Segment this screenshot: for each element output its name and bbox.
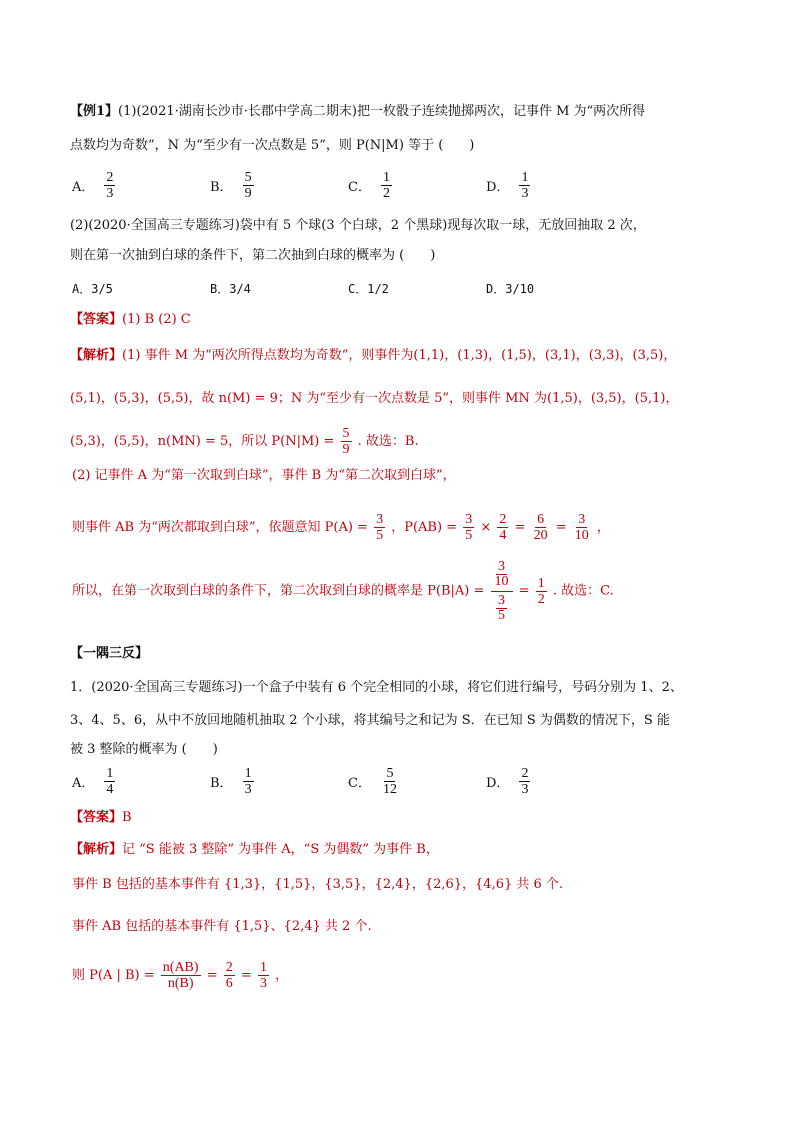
frac-den: 9 xyxy=(342,442,350,457)
option-label: A． xyxy=(72,180,95,195)
frac-num: 3 xyxy=(498,593,506,608)
fraction xyxy=(224,960,235,991)
frac-den: 10 xyxy=(574,528,589,543)
analysis-text-5b: ，P(AB) = xyxy=(391,520,458,535)
option-label: D． xyxy=(486,776,510,791)
fraction xyxy=(573,512,591,543)
analysis-tag: 【解析】 xyxy=(70,842,123,857)
answer-text: B xyxy=(122,810,132,825)
q1-option-a xyxy=(72,170,117,201)
analysis-text: 记 “S 能被 3 整除” 为事件 A，“S 为偶数” 为事件 B， xyxy=(122,842,439,857)
frac-den: 3 xyxy=(521,186,529,201)
result-fraction xyxy=(341,426,352,457)
frac-num: 1 xyxy=(521,170,529,185)
option-fraction xyxy=(381,766,399,797)
analysis-text-6a: 所以，在第一次取到白球的条件下，第二次取到白球的概率是 P(B|A) = xyxy=(72,583,485,599)
frac-num: 2 xyxy=(521,766,529,781)
analysis-line-4: (2) 记事件 A 为“第一次取到白球”，事件 B 为“第二次取到白球”， xyxy=(72,468,456,483)
option-label: A． xyxy=(72,776,95,791)
frac-den: 3 xyxy=(521,782,529,797)
frac-num: 1 xyxy=(244,766,252,781)
frac-num: 1 xyxy=(259,960,267,975)
p1-analysis-line-3: 事件 AB 包括的基本事件有 {1,5}、{2,4} 共 2 个. xyxy=(72,919,372,934)
frac-den: 4 xyxy=(106,782,114,797)
frac-den: 20 xyxy=(533,528,548,543)
q1-line-2: 点数均为奇数”，N 为“至少有一次点数是 5”，则 P(N|M) 等于 ( ) xyxy=(70,138,475,153)
option-fraction xyxy=(104,170,115,201)
analysis-tag: 【解析】 xyxy=(70,348,123,363)
fraction xyxy=(497,512,508,543)
frac-num: 1 xyxy=(106,766,114,781)
section-title: 【一隅三反】 xyxy=(70,646,149,661)
q1-line-1 xyxy=(70,104,645,120)
frac-den: 4 xyxy=(499,528,507,543)
q1-option-b xyxy=(210,170,256,201)
frac-num: 2 xyxy=(106,170,114,185)
q1-option-c xyxy=(348,170,394,201)
p1-line-2: 3、4、5、6，从中不放回地随机抽取 2 个小球，将其编号之和记为 S．在已知 S 为偶数的情况下，S 能 xyxy=(70,713,670,728)
frac-num: 5 xyxy=(386,766,394,781)
frac-num: 3 xyxy=(498,559,506,574)
frac-den: 3 xyxy=(259,976,267,991)
option-fraction xyxy=(381,170,392,201)
analysis-line-6 xyxy=(72,560,614,623)
analysis-text-4a: 则 P(A | B) = xyxy=(72,968,155,983)
fraction xyxy=(532,512,550,543)
answer-tag: 【答案】 xyxy=(70,810,123,825)
q2-option-b: B．3/4 xyxy=(210,282,251,296)
frac-den: 2 xyxy=(382,186,390,201)
option-label: B． xyxy=(210,776,233,791)
frac-num: n(AB) xyxy=(162,960,199,975)
frac-num: 5 xyxy=(244,170,252,185)
equals-symbol: = xyxy=(518,583,530,599)
frac-num: 2 xyxy=(499,512,507,527)
answer-tag: 【答案】 xyxy=(70,312,123,327)
equals-symbol: = xyxy=(555,520,567,535)
frac-den: 2 xyxy=(537,592,545,607)
compound-den xyxy=(494,592,509,623)
frac-den: 10 xyxy=(494,574,509,589)
option-label: B． xyxy=(210,180,233,195)
frac-den: 5 xyxy=(498,608,506,623)
frac-num: 3 xyxy=(465,512,473,527)
option-label: C． xyxy=(348,776,371,791)
frac-num: 6 xyxy=(537,512,545,527)
q2-line-2: 则在第一次抽到白球的条件下，第二次抽到白球的概率为 ( ) xyxy=(70,248,436,263)
p1-answer-line xyxy=(70,810,132,826)
p1-option-d xyxy=(486,766,532,797)
fraction xyxy=(161,960,201,991)
q2-line-1: (2)(2020·全国高三专题练习)袋中有 5 个球(3 个白球，2 个黑球)现每次取一球，无放回抽取 2 次， xyxy=(70,218,646,233)
frac-num: 1 xyxy=(382,170,390,185)
p1-option-b xyxy=(210,766,256,797)
answer-text: (1) B (2) C xyxy=(122,312,191,327)
frac-num: 1 xyxy=(537,576,545,591)
analysis-text-6b: . 故选：C. xyxy=(552,583,614,599)
frac-den: 3 xyxy=(106,186,114,201)
option-fraction xyxy=(519,170,530,201)
frac-num: 3 xyxy=(578,512,586,527)
frac-num: 3 xyxy=(376,512,384,527)
option-label: D． xyxy=(486,180,510,195)
compound-num xyxy=(491,560,513,592)
fraction xyxy=(374,512,385,543)
analysis-text-4b: ， xyxy=(275,968,289,983)
p1-line-1: 1．(2020·全国高三专题练习)一个盒子中装有 6 个完全相同的小球，将它们进行编号，号码分别为 1、2、 xyxy=(70,680,683,695)
q1-text-1: (1)(2021·湖南长沙市·长郡中学高二期末)把一枚骰子连续抛掷两次，记事件 M 为“两次所得 xyxy=(118,104,646,119)
option-fraction xyxy=(519,766,530,797)
analysis-line-5 xyxy=(72,512,610,543)
q2-option-a: A．3/5 xyxy=(72,282,113,296)
analysis-text-1: (1) 事件 M 为“两次所得点数均为奇数”，则事件为(1,1)，(1,3)，(1,5)，(3,1)，(3,3)，(3,5)， xyxy=(122,348,677,363)
equals-symbol: = xyxy=(206,968,218,983)
q1-option-d xyxy=(486,170,532,201)
frac-den: 12 xyxy=(382,782,397,797)
compound-fraction xyxy=(491,560,513,623)
q2-option-d: D．3/10 xyxy=(486,282,535,296)
fraction xyxy=(536,576,547,607)
example-tag: 【例1】 xyxy=(70,104,119,119)
analysis-line-1 xyxy=(70,348,676,364)
frac-num: 2 xyxy=(225,960,233,975)
equals-symbol: = xyxy=(240,968,252,983)
fraction xyxy=(258,960,269,991)
answer-line xyxy=(70,312,191,328)
option-label: C． xyxy=(348,180,371,195)
equals-symbol: = xyxy=(514,520,526,535)
frac-den: 9 xyxy=(244,186,252,201)
comma: ， xyxy=(596,520,610,535)
frac-den: 6 xyxy=(225,976,233,991)
q2-option-c: C．1/2 xyxy=(348,282,389,296)
frac-den: n(B) xyxy=(167,976,194,991)
p1-analysis-line-2: 事件 B 包括的基本事件有 {1,3}，{1,5}，{3,5}，{2,4}，{2,6}，{4,6} 共 6 个. xyxy=(72,877,564,892)
frac-den: 5 xyxy=(376,528,384,543)
p1-option-c xyxy=(348,766,401,797)
analysis-text-5a: 则事件 AB 为“两次都取到白球”，依题意知 P(A) = xyxy=(72,520,368,535)
frac-den: 3 xyxy=(244,782,252,797)
p1-option-a xyxy=(72,766,117,797)
option-fraction xyxy=(104,766,115,797)
frac-num: 5 xyxy=(342,426,350,441)
frac-den: 5 xyxy=(465,528,473,543)
option-fraction xyxy=(243,170,254,201)
analysis-line-2: (5,1)，(5,3)，(5,5)，故 n(M) = 9；N 为“至少有一次点数是 5”，则事件 MN 为(1,5)，(3,5)，(5,1)， xyxy=(70,391,679,406)
analysis-line-3 xyxy=(70,426,419,457)
fraction xyxy=(463,512,474,543)
analysis-text-3a: (5,3)，(5,5)，n(MN) = 5，所以 P(N|M) = xyxy=(70,434,335,449)
p1-analysis-line-1 xyxy=(70,842,439,858)
times-symbol: × xyxy=(480,520,492,535)
option-fraction xyxy=(243,766,254,797)
p1-line-3: 被 3 整除的概率为 ( ) xyxy=(70,742,218,757)
analysis-text-3b: . 故选：B. xyxy=(357,434,419,449)
p1-analysis-line-4 xyxy=(72,960,288,991)
